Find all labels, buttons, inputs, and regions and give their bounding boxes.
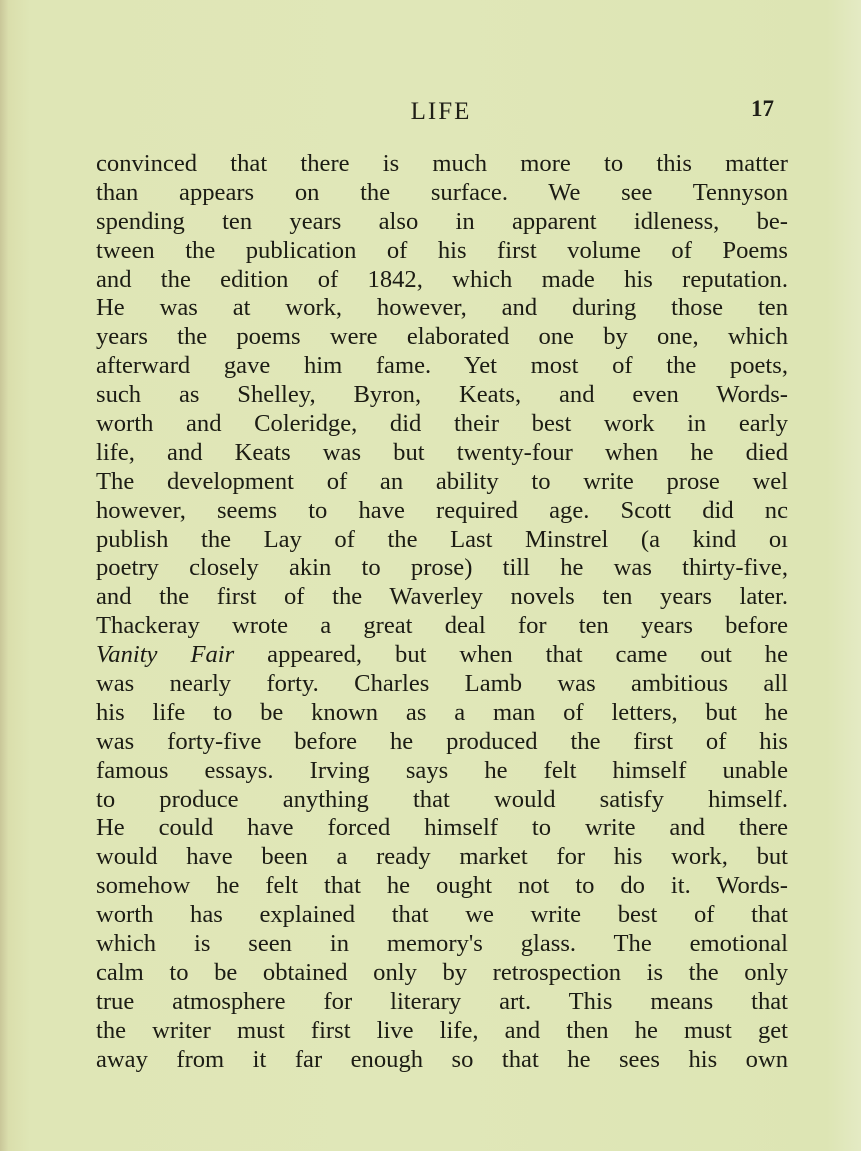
text-line: afterward gave him fame. Yet most of the poets, [96,352,788,380]
text-line: however, seems to have required age. Scott did nc [96,496,788,524]
text-line: the writer must first live life, and then he must get [96,1016,788,1044]
text-line: was forty-five before he produced the first of his [96,727,788,755]
body-text [96,150,788,1075]
text-line: worth and Coleridge, did their best work in early [96,410,788,438]
text-line: worth has explained that we write best of that [96,901,788,929]
page-number: 17 [751,96,774,121]
text-line: tween the publication of his first volume of Poems [96,236,788,264]
text-line: which is seen in memory's glass. The emotional [96,930,788,958]
italic-title: Vanity Fair [96,641,235,669]
text-line [96,641,788,670]
text-line: and the first of the Waverley novels ten years later. [96,583,788,611]
text-line: famous essays. Irving says he felt himself unable [96,756,788,784]
text-line: true atmosphere for literary art. This means that [96,987,788,1015]
text-line: The development of an ability to write prose wel [96,467,788,495]
text-line: to produce anything that would satisfy himself. [96,785,788,813]
text-line: and the edition of 1842, which made his reputation. [96,265,788,293]
text-line: was nearly forty. Charles Lamb was ambitious all [96,670,788,698]
text-fragment: appeared, but when that came out he [234,641,788,669]
text-line: publish the Lay of the Last Minstrel (a kind oı [96,525,788,553]
text-line: life, and Keats was but twenty-four when he died [96,438,788,466]
text-line: spending ten years also in apparent idleness, be- [96,207,788,235]
text-line: He could have forced himself to write and there [96,814,788,842]
running-title: LIFE [410,98,472,125]
text-line: poetry closely akin to prose) till he was thirty-five, [96,554,788,582]
text-line: somehow he felt that he ought not to do it. Words- [96,872,788,900]
text-line: would have been a ready market for his work, but [96,843,788,871]
text-line: his life to be known as a man of letters, but he [96,698,788,726]
page-header [96,96,786,132]
page-gutter-edge [0,0,8,1151]
text-line: years the poems were elaborated one by one, which [96,323,788,351]
text-line: than appears on the surface. We see Tennyson [96,178,788,206]
text-line: Thackeray wrote a great deal for ten years before [96,612,788,640]
text-line: away from it far enough so that he sees his own [96,1045,788,1073]
text-line: He was at work, however, and during those ten [96,294,788,322]
text-line: calm to be obtained only by retrospection is the only [96,958,788,986]
text-line: convinced that there is much more to this matter [96,150,788,177]
text-line: such as Shelley, Byron, Keats, and even Words- [96,381,788,409]
